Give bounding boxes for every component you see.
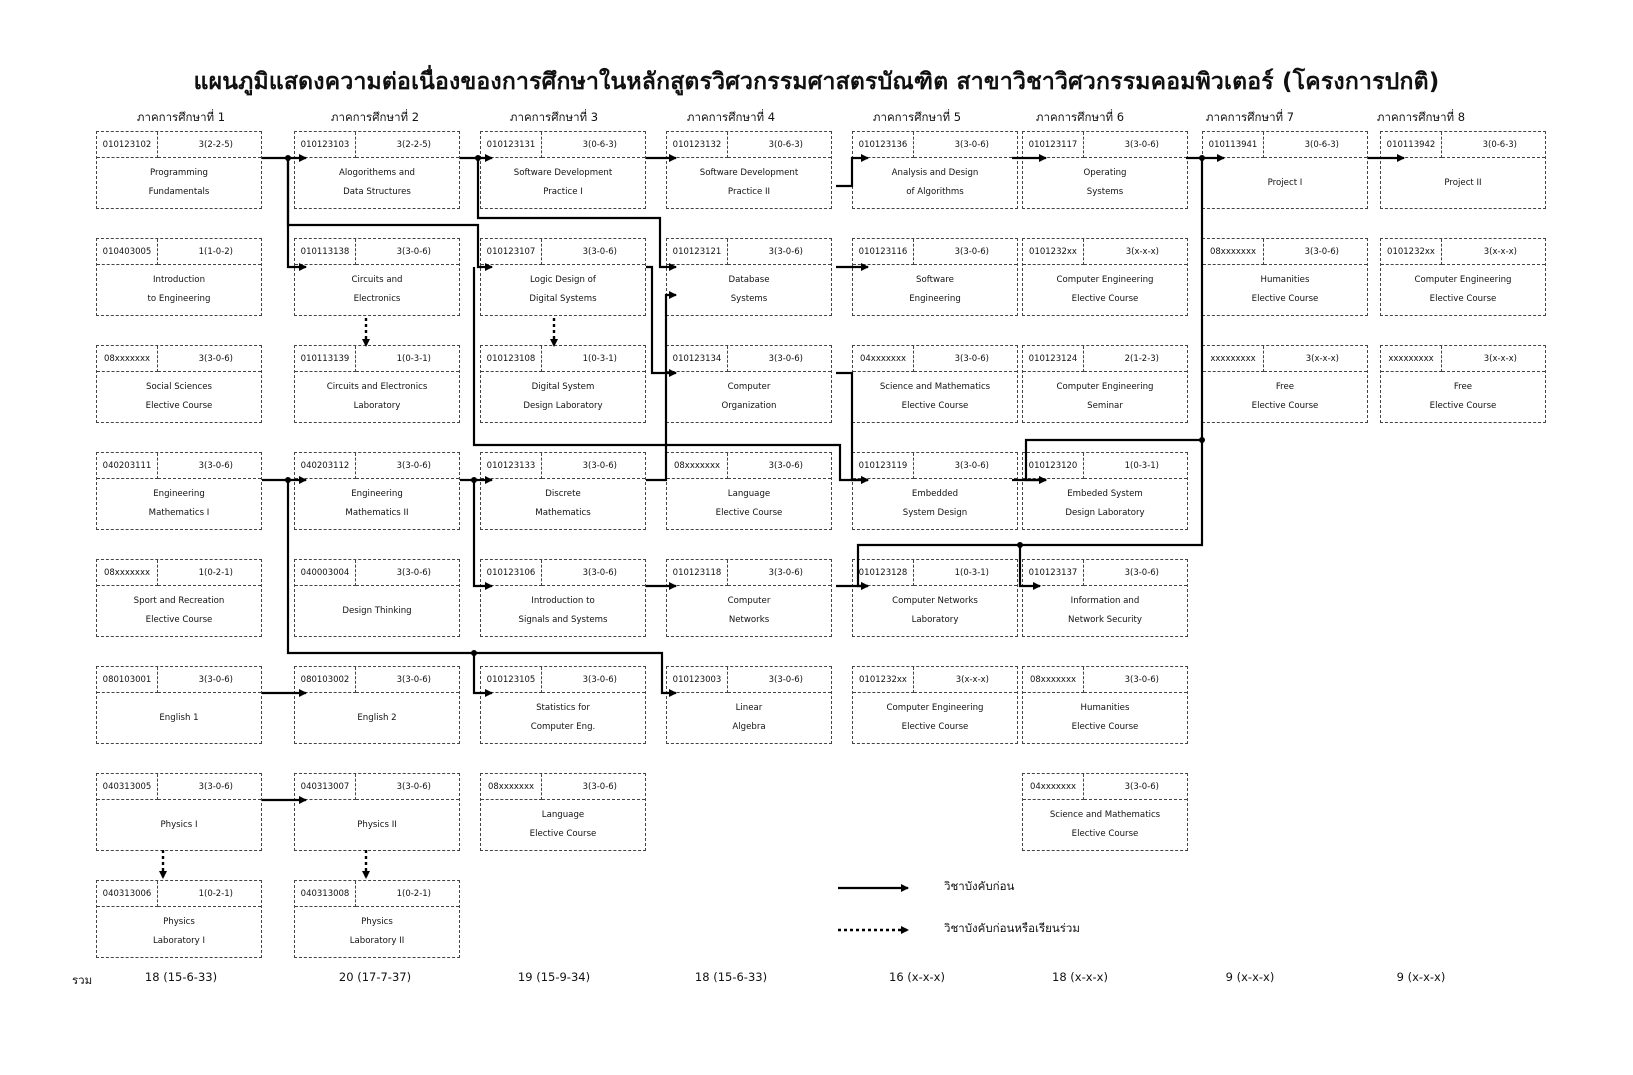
course-name: Engineering Mathematics II bbox=[345, 489, 409, 518]
course-code: 010123106 bbox=[481, 560, 542, 586]
course-code: 010113941 bbox=[1203, 132, 1264, 158]
course-name: Computer Engineering Elective Course bbox=[1056, 275, 1154, 304]
course-credit: 3(0-6-3) bbox=[1264, 132, 1367, 158]
legend-solid-label: วิชาบังคับก่อน bbox=[944, 879, 1015, 893]
course-code: 010123117 bbox=[1023, 132, 1084, 158]
semester-2-header: ภาคการศึกษาที่ 2 bbox=[330, 110, 420, 124]
course-name: Introduction to Signals and Systems bbox=[518, 596, 608, 625]
course-code: 08xxxxxxx bbox=[97, 560, 158, 586]
total-label: รวม bbox=[72, 973, 93, 987]
course-code: 0101232xx bbox=[853, 667, 914, 693]
course-credit: 3(3-0-6) bbox=[1084, 560, 1187, 586]
course-credit: 3(3-0-6) bbox=[158, 453, 261, 479]
course-code: 010123116 bbox=[853, 239, 914, 265]
course-code: 010123133 bbox=[481, 453, 542, 479]
course-credit: 3(3-0-6) bbox=[728, 453, 831, 479]
link-alg-to-database bbox=[478, 158, 676, 267]
course-name: Humanities Elective Course bbox=[1251, 275, 1319, 304]
link-s6-to-emblab-backbone bbox=[1026, 158, 1202, 480]
course-credit: 1(0-2-1) bbox=[158, 560, 261, 586]
course-credit: 1(0-3-1) bbox=[914, 560, 1017, 586]
course-name: Computer Engineering Seminar bbox=[1056, 382, 1154, 411]
course-name: Software Development Practice I bbox=[513, 168, 613, 197]
course-code: 0101232xx bbox=[1023, 239, 1084, 265]
junction-dot bbox=[1017, 542, 1023, 548]
course-code: 04xxxxxxx bbox=[1023, 774, 1084, 800]
course-name: Language Elective Course bbox=[529, 810, 597, 839]
course-code: 010123128 bbox=[853, 560, 914, 586]
course-credit: 3(x-x-x) bbox=[1084, 239, 1187, 265]
course-code: 040203112 bbox=[295, 453, 356, 479]
course-code: 08xxxxxxx bbox=[97, 346, 158, 372]
junction-dot bbox=[1199, 437, 1205, 443]
course-name: Software Development Practice II bbox=[699, 168, 799, 197]
course-credit: 3(3-0-6) bbox=[542, 560, 645, 586]
course-name: Embeded System Design Laboratory bbox=[1065, 489, 1145, 518]
course-code: 0101232xx bbox=[1381, 239, 1442, 265]
semester-5-header: ภาคการศึกษาที่ 5 bbox=[872, 110, 962, 124]
course-credit: 3(3-0-6) bbox=[356, 667, 459, 693]
course-name: Software Engineering bbox=[909, 275, 961, 304]
course-credit: 3(3-0-6) bbox=[158, 774, 261, 800]
course-code: 010123003 bbox=[667, 667, 728, 693]
course-credit: 3(0-6-3) bbox=[1442, 132, 1545, 158]
course-credit: 3(3-0-6) bbox=[914, 239, 1017, 265]
course-name: Alogorithems and Data Structures bbox=[338, 168, 415, 197]
course-credit: 3(3-0-6) bbox=[356, 560, 459, 586]
course-name: Circuits and Electronics bbox=[351, 275, 403, 304]
course-code: 08xxxxxxx bbox=[1023, 667, 1084, 693]
total-semester-1: 18 (15-6-33) bbox=[144, 970, 218, 984]
course-name: Computer Networks bbox=[727, 596, 771, 625]
course-name: Science and Mathematics Elective Course bbox=[1049, 810, 1161, 839]
course-code: 010123119 bbox=[853, 453, 914, 479]
course-code: 010403005 bbox=[97, 239, 158, 265]
course-name: English 1 bbox=[159, 712, 199, 723]
course-code: 010123103 bbox=[295, 132, 356, 158]
course-code: 010123105 bbox=[481, 667, 542, 693]
course-credit: 3(x-x-x) bbox=[1264, 346, 1367, 372]
course-credit: 3(0-6-3) bbox=[542, 132, 645, 158]
course-name: Design Thinking bbox=[342, 605, 412, 616]
course-name: Operating Systems bbox=[1083, 168, 1127, 197]
course-code: 010123124 bbox=[1023, 346, 1084, 372]
course-credit: 2(1-2-3) bbox=[1084, 346, 1187, 372]
total-semester-3: 19 (15-9-34) bbox=[517, 970, 591, 984]
legend-dotted-label: วิชาบังคับก่อนหรือเรียนร่วม bbox=[944, 921, 1080, 935]
course-name: Physics I bbox=[160, 819, 198, 830]
semester-6-header: ภาคการศึกษาที่ 6 bbox=[1035, 110, 1125, 124]
course-credit: 3(3-0-6) bbox=[356, 239, 459, 265]
course-code: 010123118 bbox=[667, 560, 728, 586]
course-code: 010123136 bbox=[853, 132, 914, 158]
semester-4-header: ภาคการศึกษาที่ 4 bbox=[686, 110, 776, 124]
course-credit: 3(3-0-6) bbox=[542, 239, 645, 265]
course-name: Physics Laboratory I bbox=[152, 917, 206, 946]
course-name: Free Elective Course bbox=[1429, 382, 1497, 411]
junction-dot bbox=[285, 477, 291, 483]
course-credit: 3(3-0-6) bbox=[158, 346, 261, 372]
course-code: 010123137 bbox=[1023, 560, 1084, 586]
course-credit: 3(3-0-6) bbox=[1084, 132, 1187, 158]
link-math2-to-stats bbox=[474, 653, 492, 693]
course-name: Project II bbox=[1444, 177, 1482, 188]
course-name: English 2 bbox=[357, 712, 397, 723]
course-credit: 3(3-0-6) bbox=[356, 774, 459, 800]
link-netlab-to-security bbox=[1020, 545, 1040, 586]
link-prog-to-logic bbox=[288, 158, 492, 267]
course-code: 010113138 bbox=[295, 239, 356, 265]
course-credit: 3(2-2-5) bbox=[356, 132, 459, 158]
course-name: Language Elective Course bbox=[715, 489, 783, 518]
course-code: 010123132 bbox=[667, 132, 728, 158]
total-semester-4: 18 (15-6-33) bbox=[694, 970, 768, 984]
course-name: Science and Mathematics Elective Course bbox=[879, 382, 991, 411]
course-credit: 3(3-0-6) bbox=[728, 239, 831, 265]
total-semester-7: 9 (x-x-x) bbox=[1225, 970, 1275, 984]
course-credit: 3(3-0-6) bbox=[542, 774, 645, 800]
course-code: 010113139 bbox=[295, 346, 356, 372]
course-code: xxxxxxxxx bbox=[1381, 346, 1442, 372]
course-name: Embedded System Design bbox=[902, 489, 968, 518]
course-name: Engineering Mathematics I bbox=[148, 489, 210, 518]
course-name: Information and Network Security bbox=[1068, 596, 1142, 625]
course-code: 08xxxxxxx bbox=[1203, 239, 1264, 265]
course-credit: 3(x-x-x) bbox=[914, 667, 1017, 693]
total-semester-6: 18 (x-x-x) bbox=[1052, 970, 1108, 984]
junction-dot bbox=[475, 155, 481, 161]
course-credit: 3(3-0-6) bbox=[542, 453, 645, 479]
junction-dot bbox=[471, 650, 477, 656]
course-code: 010123121 bbox=[667, 239, 728, 265]
course-name: Digital System Design Laboratory bbox=[523, 382, 603, 411]
course-code: 080103002 bbox=[295, 667, 356, 693]
course-name: Computer Engineering Elective Course bbox=[1414, 275, 1512, 304]
course-name: Database Systems bbox=[728, 275, 770, 304]
course-name: Introduction to Engineering bbox=[147, 275, 211, 304]
course-name: Linear Algebra bbox=[732, 703, 766, 732]
course-name: Computer Organization bbox=[721, 382, 777, 411]
course-credit: 3(3-0-6) bbox=[356, 453, 459, 479]
course-code: 040313006 bbox=[97, 881, 158, 907]
link-s6-to-netlab-backbone bbox=[858, 440, 1202, 586]
course-name: Statistics for Computer Eng. bbox=[530, 703, 596, 732]
course-credit: 3(3-0-6) bbox=[914, 453, 1017, 479]
course-code: 040313007 bbox=[295, 774, 356, 800]
course-name: Humanities Elective Course bbox=[1071, 703, 1139, 732]
course-credit: 3(3-0-6) bbox=[728, 346, 831, 372]
course-credit: 1(0-3-1) bbox=[1084, 453, 1187, 479]
course-code: 04xxxxxxx bbox=[853, 346, 914, 372]
course-name: Social Sciences Elective Course bbox=[145, 382, 213, 411]
course-code: 040313008 bbox=[295, 881, 356, 907]
course-credit: 3(3-0-6) bbox=[158, 667, 261, 693]
course-name: Logic Design of Digital Systems bbox=[529, 275, 597, 304]
course-credit: 3(3-0-6) bbox=[914, 346, 1017, 372]
course-credit: 1(1-0-2) bbox=[158, 239, 261, 265]
chart-title: แผนภูมิแสดงความต่อเนื่องของการศึกษาในหลักสูตรวิศวกรรมศาสตรบัณฑิต สาขาวิชาวิศวกรรมคอมพิวเตอร์ (โครงการปกติ) bbox=[193, 69, 1440, 95]
course-credit: 3(3-0-6) bbox=[1084, 667, 1187, 693]
course-credit: 3(3-0-6) bbox=[1264, 239, 1367, 265]
junction-dot bbox=[1199, 155, 1205, 161]
course-code: 08xxxxxxx bbox=[667, 453, 728, 479]
total-semester-2: 20 (17-7-37) bbox=[338, 970, 412, 984]
course-name: Physics II bbox=[357, 819, 397, 830]
course-code: 080103001 bbox=[97, 667, 158, 693]
semester-7-header: ภาคการศึกษาที่ 7 bbox=[1205, 110, 1295, 124]
course-credit: 1(0-3-1) bbox=[542, 346, 645, 372]
course-credit: 3(3-0-6) bbox=[542, 667, 645, 693]
course-code: 010123134 bbox=[667, 346, 728, 372]
junction-dot bbox=[285, 155, 291, 161]
total-semester-8: 9 (x-x-x) bbox=[1396, 970, 1446, 984]
link-discrete-to-database bbox=[646, 295, 676, 480]
course-name: Project I bbox=[1267, 177, 1303, 188]
course-credit: 1(0-2-1) bbox=[158, 881, 261, 907]
course-credit: 3(3-0-6) bbox=[728, 560, 831, 586]
course-credit: 1(0-3-1) bbox=[356, 346, 459, 372]
course-credit: 3(x-x-x) bbox=[1442, 239, 1545, 265]
course-name: Circuits and Electronics Laboratory bbox=[326, 382, 428, 411]
course-name: Physics Laboratory II bbox=[349, 917, 405, 946]
total-semester-5: 16 (x-x-x) bbox=[889, 970, 945, 984]
course-code: 010123107 bbox=[481, 239, 542, 265]
semester-1-header: ภาคการศึกษาที่ 1 bbox=[136, 110, 226, 124]
course-name: Discrete Mathematics bbox=[535, 489, 591, 518]
course-credit: 3(3-0-6) bbox=[728, 667, 831, 693]
course-credit: 3(x-x-x) bbox=[1442, 346, 1545, 372]
course-name: Analysis and Design of Algorithms bbox=[891, 168, 979, 197]
course-name: Free Elective Course bbox=[1251, 382, 1319, 411]
course-code: 010123131 bbox=[481, 132, 542, 158]
course-code: 040313005 bbox=[97, 774, 158, 800]
link-prog-to-circuits bbox=[288, 158, 306, 267]
course-code: 010123102 bbox=[97, 132, 158, 158]
course-credit: 3(3-0-6) bbox=[1084, 774, 1187, 800]
course-code: xxxxxxxxx bbox=[1203, 346, 1264, 372]
course-credit: 3(0-6-3) bbox=[728, 132, 831, 158]
semester-3-header: ภาคการศึกษาที่ 3 bbox=[509, 110, 599, 124]
semester-8-header: ภาคการศึกษาที่ 8 bbox=[1376, 110, 1466, 124]
course-code: 040003004 bbox=[295, 560, 356, 586]
course-credit: 1(0-2-1) bbox=[356, 881, 459, 907]
course-name: Computer Engineering Elective Course bbox=[886, 703, 984, 732]
course-code: 040203111 bbox=[97, 453, 158, 479]
course-credit: 3(2-2-5) bbox=[158, 132, 261, 158]
course-name: Programming Fundamentals bbox=[148, 168, 210, 197]
junction-dot bbox=[471, 477, 477, 483]
course-name: Computer Networks Laboratory bbox=[892, 596, 978, 625]
link-sdp2-to-algdesign bbox=[836, 158, 868, 186]
course-credit: 3(3-0-6) bbox=[914, 132, 1017, 158]
course-code: 010123120 bbox=[1023, 453, 1084, 479]
course-name: Sport and Recreation Elective Course bbox=[133, 596, 225, 625]
course-code: 010123108 bbox=[481, 346, 542, 372]
link-math2-to-signals bbox=[474, 480, 492, 586]
link-logic-to-comporg bbox=[646, 267, 676, 373]
course-code: 010113942 bbox=[1381, 132, 1442, 158]
course-code: 08xxxxxxx bbox=[481, 774, 542, 800]
